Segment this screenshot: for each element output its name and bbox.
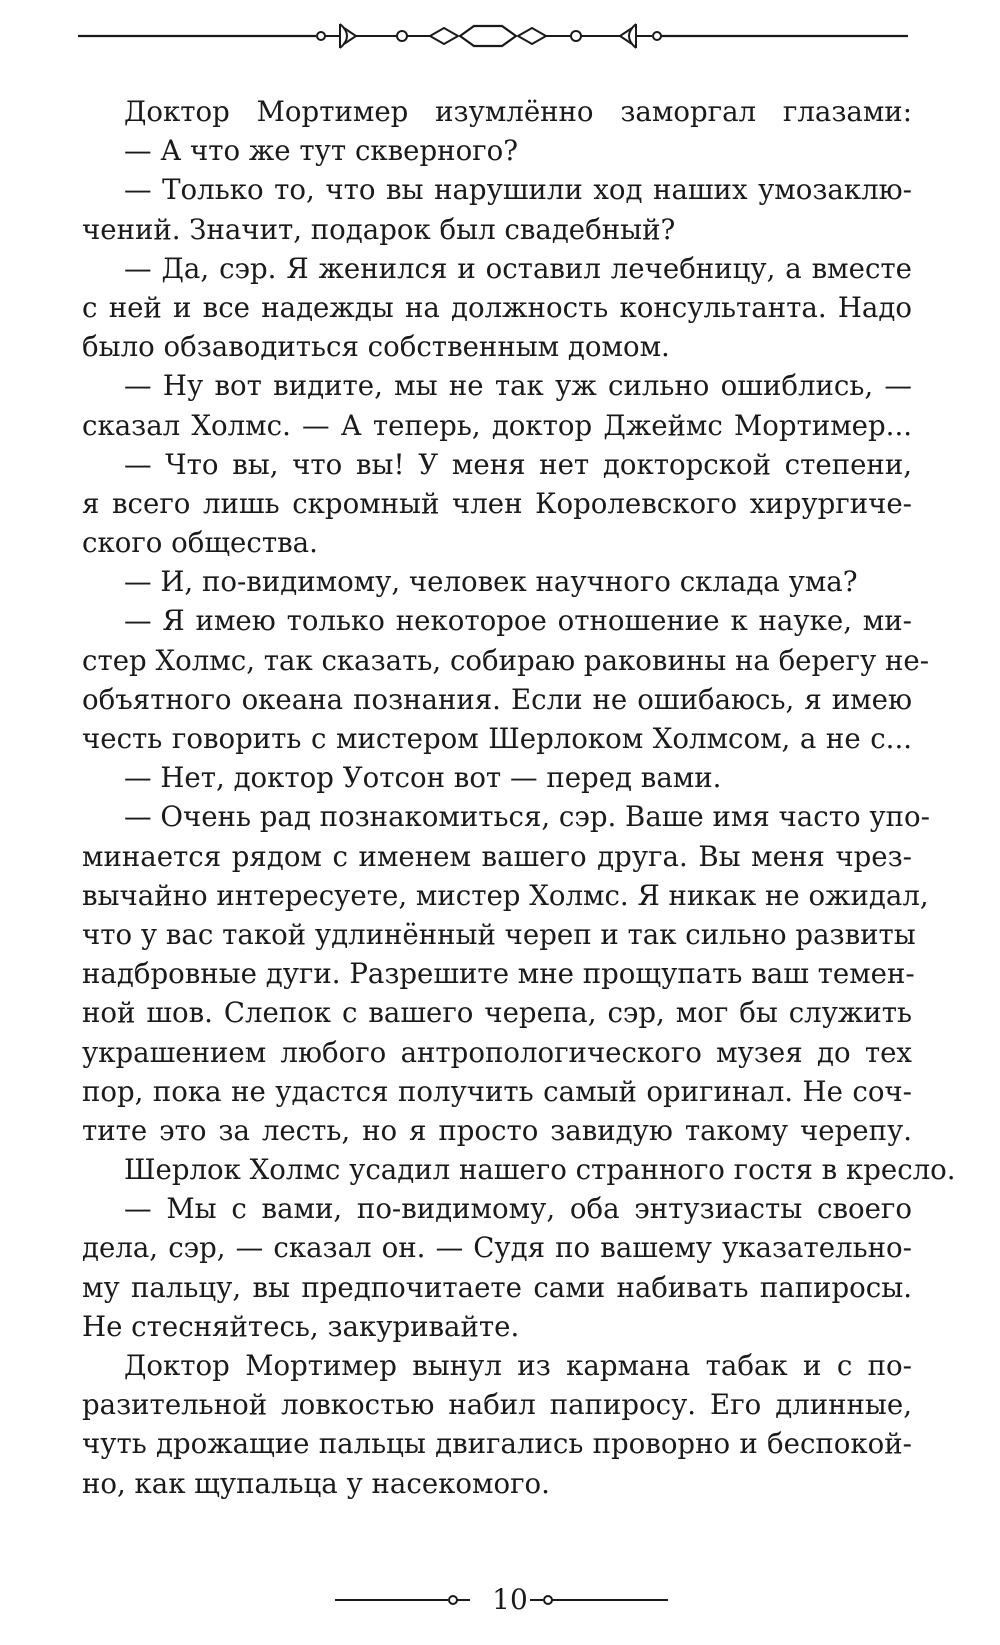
text-line: украшением любого антропологического музея до тех [82,1035,912,1069]
text-line: — Нет, доктор Уотсон вот — перед вами. [124,761,722,795]
text-line: — И, по-видимому, человек научного склада ума? [124,565,858,599]
text-line: с ней и все надежды на должность консультанта. Надо [82,290,912,324]
text-line: было обзаводиться собственным домом. [82,330,670,364]
text-line: — А что же тут скверного? [124,134,519,168]
text-line: ной шов. Слепок с вашего черепа, сэр, мог бы служить [82,996,912,1030]
text-line: разительной ловкостью набил папиросу. Его длинные, [82,1388,912,1422]
text-line: объятного океана познания. Если не ошибаюсь, я имею [82,682,912,716]
text-line: что у вас такой удлинённый череп и так сильно развиты [82,917,916,951]
text-line: я всего лишь скромный член Королевского хирургиче- [82,486,912,520]
text-line: но, как щупальца у насекомого. [82,1466,550,1500]
text-line: ского общества. [82,526,318,560]
text-line: дела, сэр, — сказал он. — Судя по вашему указательно- [82,1231,912,1265]
text-line: — Да, сэр. Я женился и оставил лечебницу, а вместе [124,251,912,285]
text-line: чуть дрожащие пальцы двигались проворно и беспокой- [82,1427,912,1461]
text-line: — Очень рад познакомиться, сэр. Ваше имя часто упо- [124,800,930,834]
text-line: вычайно интересуете, мистер Холмс. Я никак не ожидал, [82,878,929,912]
text-line: — Что вы, что вы! У меня нет докторской степени, [124,447,912,481]
text-line: му пальцу, вы предпочитаете сами набивать папиросы. [82,1270,912,1304]
text-line: — Мы с вами, по-видимому, оба энтузиасты своего [124,1192,912,1226]
text-line: Доктор Мортимер вынул из кармана табак и с по- [124,1349,912,1382]
text-line: минается рядом с именем вашего друга. Вы меня чрез- [82,839,912,873]
text-line: надбровные дуги. Разрешите мне прощупать ваш темен- [82,957,915,991]
text-line: тите это за лесть, но я просто завидую такому черепу. [82,1113,912,1147]
text-line: стер Холмс, так сказать, собираю раковины на берегу не- [82,643,930,677]
text-line: чений. Значит, подарок был свадебный? [82,212,676,246]
text-line: — Только то, что вы нарушили ход наших умозаклю- [124,173,912,207]
text-line: Доктор Мортимер изумлённо заморгал глазами: [124,95,912,128]
text-line: Шерлок Холмс усадил нашего странного гостя в кресло. [124,1153,956,1187]
header-ornament [78,18,908,54]
text-line: — Ну вот видите, мы не так уж сильно ошиблись, — [124,369,912,403]
body-text [82,92,956,1503]
text-line: пор, пока не удастся получить самый оригинал. Не соч- [82,1074,912,1108]
text-line: честь говорить с мистером Шерлоком Холмсом, а не с... [82,722,912,755]
page-footer [0,1580,1000,1620]
text-line: — Я имею только некоторое отношение к науке, ми- [124,604,912,638]
text-line: сказал Холмс. — А теперь, доктор Джеймс Мортимер... [82,408,912,442]
page-number: 10 [492,1583,528,1616]
text-line: Не стесняйтесь, закуривайте. [82,1309,520,1343]
